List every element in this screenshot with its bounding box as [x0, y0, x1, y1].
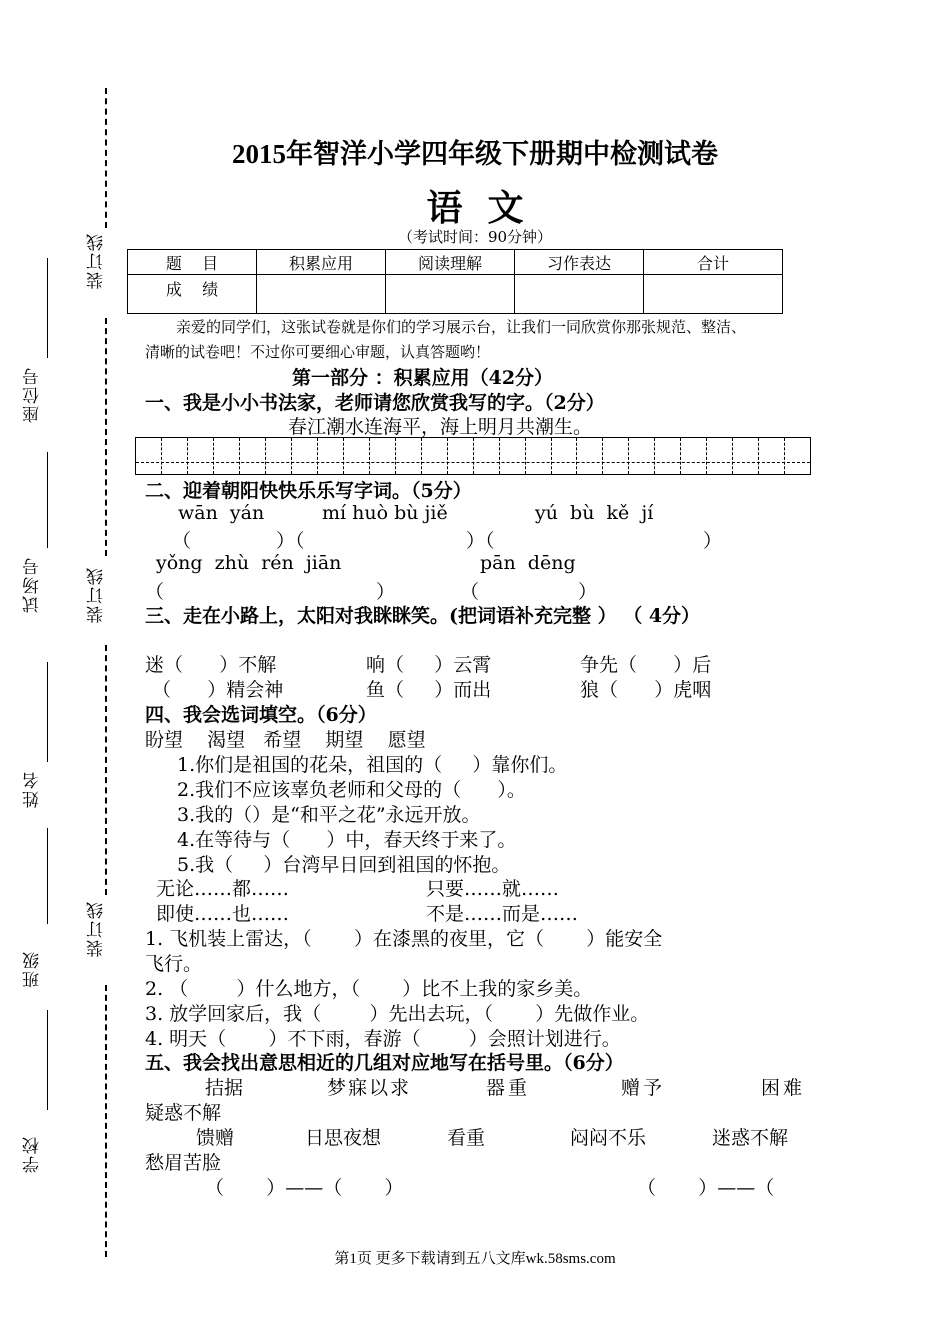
q3-idiom[interactable]: 迷（ ）不解 — [145, 654, 277, 676]
score-table — [127, 249, 783, 314]
q3-title: 三、走在小路上，太阳对我眯眯笑。(把词语补充完整 ） （ 4分） — [145, 605, 701, 627]
q5-answer-pair[interactable]: （ ）——（ ） — [205, 1177, 404, 1199]
score-cell-reading[interactable] — [386, 275, 515, 314]
q2-bracket[interactable]: ） — [703, 530, 723, 552]
q4-sentence[interactable]: 2. （ ）什么地方，（ ）比不上我的家乡美。 — [145, 978, 593, 1000]
score-cell-writing[interactable] — [515, 275, 644, 314]
score-row-label: 成 绩 — [128, 275, 257, 314]
q5-word: 拮据 — [205, 1077, 244, 1099]
q5-word: 看重 — [447, 1127, 486, 1149]
q5-word: 梦寐以求 — [327, 1077, 412, 1099]
q5-word: 日思夜想 — [305, 1127, 382, 1149]
score-cell-accumulate[interactable] — [257, 275, 386, 314]
q2-bracket[interactable]: ） — [578, 581, 598, 603]
binding-dash-line — [105, 985, 107, 1257]
q4-conjunction: 即使……也…… — [156, 903, 290, 925]
field-line-room — [47, 452, 48, 548]
score-header-item: 题 目 — [128, 250, 257, 275]
q2-pinyin-3: yú bù kě jí — [535, 502, 654, 524]
q5-answer-pair[interactable]: （ ）——（ — [637, 1177, 775, 1199]
q4-sentence[interactable]: 3. 放学回家后，我（ ）先出去玩，（ ）先做作业。 — [145, 1003, 650, 1025]
q3-idiom[interactable]: （ ）精会神 — [152, 679, 284, 701]
q4-sentence-wrap: 飞行。 — [145, 953, 203, 975]
score-header-total: 合计 — [644, 250, 783, 275]
score-cell-total[interactable] — [644, 275, 783, 314]
field-label-room: 试场号 — [23, 556, 43, 613]
q2-title: 二、迎着朝阳快快乐乐写字词。（5分） — [145, 480, 472, 502]
q5-word: 馈赠 — [196, 1127, 235, 1149]
score-header-writing: 习作表达 — [515, 250, 644, 275]
q4-conjunction: 不是……而是…… — [426, 903, 579, 925]
binding-dash-line — [105, 645, 107, 895]
q2-bracket[interactable]: ） — [376, 581, 396, 603]
q1-poem: 春江潮水连海平，海上明月共潮生。 — [288, 416, 593, 438]
q2-pinyin-4: yǒng zhù rén jiān — [156, 552, 342, 574]
q4-item[interactable]: 5.我（ ）台湾早日回到祖国的怀抱。 — [177, 854, 511, 876]
part1-title: 第一部分 ：积累应用（42分） — [292, 367, 554, 389]
q4-item[interactable]: 1.你们是祖国的花朵，祖国的（ ）靠你们。 — [177, 754, 568, 776]
field-line-class — [47, 828, 48, 924]
field-label-class: 班级 — [23, 950, 43, 988]
q2-pinyin-5: pān dēng — [480, 552, 576, 574]
q3-idiom[interactable]: 响（ ）云霄 — [366, 654, 492, 676]
q4-conjunction: 只要……就…… — [426, 878, 560, 900]
exam-title: 2015年智洋小学四年级下册期中检测试卷 — [232, 139, 718, 169]
q5-title: 五、我会找出意思相近的几组对应地写在括号里。（6分） — [145, 1052, 624, 1074]
tianzige-grid[interactable] — [135, 437, 811, 475]
q2-bracket[interactable]: ）（ — [466, 530, 495, 552]
q4-conjunction: 无论……都…… — [156, 878, 290, 900]
field-line-school — [47, 1010, 48, 1110]
q2-bracket[interactable]: ）（ — [276, 530, 305, 552]
q3-idiom[interactable]: 狼（ ）虎咽 — [580, 679, 712, 701]
q4-item[interactable]: 3.我的（）是“和平之花”永远开放。 — [177, 804, 481, 826]
q2-bracket[interactable]: （ — [460, 581, 480, 603]
q4-item[interactable]: 2.我们不应该辜负老师和父母的（ ）。 — [177, 779, 526, 801]
q3-idiom[interactable]: 争先（ ）后 — [580, 654, 712, 676]
q3-idiom[interactable]: 鱼（ ）而出 — [366, 679, 492, 701]
q2-bracket[interactable]: （ — [172, 530, 192, 552]
q5-word: 器重 — [486, 1077, 531, 1099]
field-line-seat — [47, 258, 48, 358]
subject-title: 语 文 — [426, 187, 524, 229]
binding-label-bottom: 装订线 — [87, 900, 107, 957]
q5-word: 迷惑不解 — [712, 1127, 789, 1149]
field-line-name — [47, 662, 48, 762]
intro-line-1: 亲爱的同学们，这张试卷就是你们的学习展示台，让我们一同欣赏你那张规范、整洁、 — [176, 318, 747, 336]
exam-time: （考试时间：90分钟） — [397, 228, 553, 246]
q4-sentence[interactable]: 1. 飞机装上雷达，（ ）在漆黑的夜里，它（ ）能安全 — [145, 928, 663, 950]
field-label-seat: 座位号 — [23, 366, 43, 423]
q5-word: 愁眉苦脸 — [145, 1152, 222, 1174]
q2-pinyin-1: wān yán — [178, 502, 265, 524]
score-header-reading: 阅读理解 — [386, 250, 515, 275]
q4-title: 四、我会选词填空。（6分） — [145, 704, 377, 726]
q5-word: 赠予 — [621, 1077, 666, 1099]
field-label-name: 姓名 — [23, 770, 43, 808]
binding-label-middle: 装订线 — [87, 566, 107, 623]
q4-sentence[interactable]: 4. 明天（ ）不下雨，春游（ ）会照计划进行。 — [145, 1028, 621, 1050]
q5-word: 闷闷不乐 — [570, 1127, 647, 1149]
q2-bracket[interactable]: （ — [145, 581, 165, 603]
intro-line-2: 清晰的试卷吧！不过你可要细心审题，认真答题哟！ — [145, 343, 491, 361]
page-footer: 第1页 更多下载请到五八文库wk.58sms.com — [334, 1251, 616, 1267]
q2-pinyin-2: mí huò bù jiě — [322, 502, 448, 524]
q4-item[interactable]: 4.在等待与（ ）中，春天终于来了。 — [177, 829, 517, 851]
q1-title: 一、我是小小书法家，老师请您欣赏我写的字。（2分） — [145, 392, 605, 414]
binding-dash-line — [105, 318, 107, 556]
q4-word-bank: 盼望 渴望 希望 期望 愿望 — [145, 729, 426, 751]
field-label-school: 学校 — [23, 1135, 43, 1173]
q5-word: 疑惑不解 — [145, 1102, 222, 1124]
score-header-accumulate: 积累应用 — [257, 250, 386, 275]
binding-label-top: 装订线 — [87, 232, 107, 289]
q5-word: 困难 — [761, 1077, 806, 1099]
